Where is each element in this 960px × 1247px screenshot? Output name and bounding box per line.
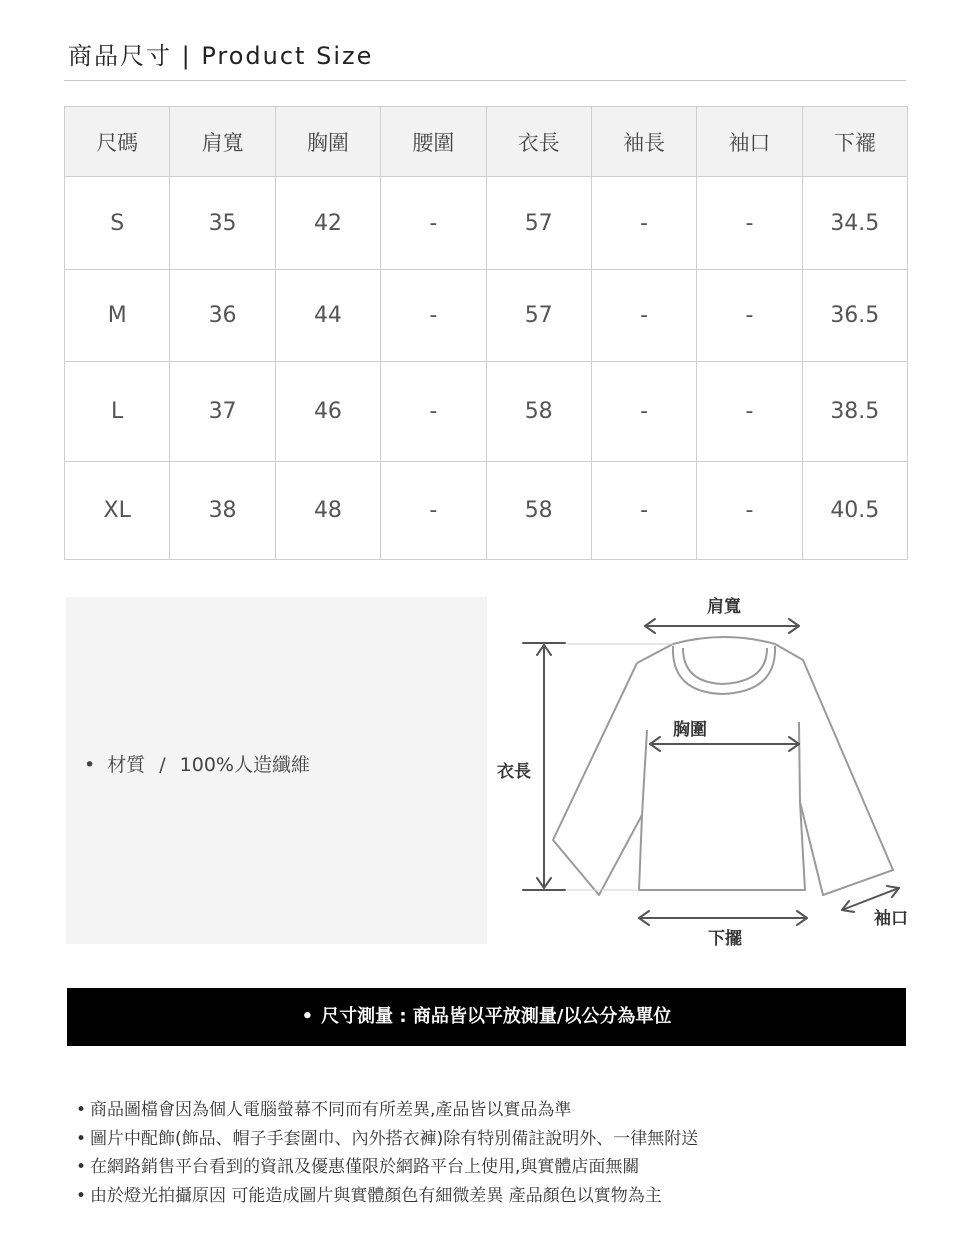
table-cell: 42 bbox=[275, 177, 380, 270]
note-bullet: • bbox=[76, 1100, 87, 1120]
table-cell: - bbox=[381, 177, 486, 270]
header-waist: 腰圍 bbox=[381, 107, 486, 177]
table-cell: 48 bbox=[275, 462, 380, 560]
measurement-banner bbox=[67, 988, 906, 1046]
collar-inner bbox=[683, 648, 767, 684]
table-cell: 35 bbox=[170, 177, 275, 270]
header-hem: 下襬 bbox=[802, 107, 907, 177]
garment-outline-right bbox=[553, 663, 805, 895]
garment-outline-left bbox=[637, 637, 893, 895]
material-label: 材質 bbox=[107, 754, 146, 776]
header-length: 衣長 bbox=[486, 107, 591, 177]
note-text: 由於燈光拍攝原因 可能造成圖片與實體顏色有細微差異 產品顏色以實物為主 bbox=[90, 1185, 662, 1206]
size-table-header-row bbox=[65, 107, 908, 177]
banner-text: 尺寸測量 : 商品皆以平放測量/以公分為單位 bbox=[321, 1006, 672, 1027]
material-value: 100%人造纖維 bbox=[179, 754, 310, 776]
note-bullet: • bbox=[76, 1128, 87, 1149]
table-cell: 38 bbox=[170, 462, 275, 560]
table-cell: XL bbox=[65, 462, 170, 560]
diagram-label-hem: 下擺 bbox=[708, 929, 742, 949]
hem-arrow bbox=[639, 911, 807, 925]
table-cell: - bbox=[697, 270, 802, 362]
header-chest: 胸圍 bbox=[275, 107, 380, 177]
table-cell: 57 bbox=[486, 270, 591, 362]
table-cell: 36.5 bbox=[802, 270, 907, 362]
table-row bbox=[65, 177, 908, 270]
material-bullet: • bbox=[84, 754, 96, 776]
shoulder-arrow bbox=[645, 619, 799, 633]
table-row bbox=[65, 362, 908, 462]
table-cell: - bbox=[381, 270, 486, 362]
material-line bbox=[84, 750, 310, 777]
table-cell: - bbox=[591, 362, 696, 462]
page-title: 商品尺寸 | Product Size bbox=[68, 42, 374, 70]
table-cell: - bbox=[697, 177, 802, 270]
header-sleeve-length: 袖長 bbox=[591, 107, 696, 177]
list-item bbox=[76, 1125, 698, 1154]
diagram-label-cuff: 袖口 bbox=[874, 909, 908, 929]
size-table bbox=[64, 106, 908, 560]
table-cell: - bbox=[381, 462, 486, 560]
table-cell: - bbox=[697, 462, 802, 560]
note-text: 商品圖檔會因為個人電腦螢幕不同而有所差異,產品皆以實品為準 bbox=[90, 1100, 572, 1120]
table-cell: 34.5 bbox=[802, 177, 907, 270]
table-cell: S bbox=[65, 177, 170, 270]
table-cell: L bbox=[65, 362, 170, 462]
header-size: 尺碼 bbox=[65, 107, 170, 177]
table-cell: 46 bbox=[275, 362, 380, 462]
list-item bbox=[76, 1182, 698, 1211]
table-cell: - bbox=[591, 462, 696, 560]
note-bullet: • bbox=[76, 1157, 87, 1177]
table-cell: 44 bbox=[275, 270, 380, 362]
table-cell: 36 bbox=[170, 270, 275, 362]
notes-list bbox=[76, 1096, 698, 1210]
diagram-label-chest: 胸圍 bbox=[673, 720, 707, 740]
table-cell: 37 bbox=[170, 362, 275, 462]
list-item bbox=[76, 1096, 698, 1125]
material-separator: / bbox=[159, 754, 166, 776]
note-text: 在網路銷售平台看到的資訊及優惠僅限於網路平台上使用,與實體店面無關 bbox=[90, 1157, 640, 1177]
table-cell: 58 bbox=[486, 462, 591, 560]
diagram-label-shoulder: 肩寬 bbox=[707, 597, 741, 617]
header-cuff: 袖口 bbox=[697, 107, 802, 177]
diagram-label-length: 衣長 bbox=[497, 762, 531, 782]
table-cell: - bbox=[591, 270, 696, 362]
title-divider bbox=[64, 80, 906, 81]
table-cell: 58 bbox=[486, 362, 591, 462]
table-cell: 57 bbox=[486, 177, 591, 270]
list-item bbox=[76, 1153, 698, 1182]
note-bullet: • bbox=[76, 1185, 87, 1206]
header-shoulder: 肩寬 bbox=[170, 107, 275, 177]
note-text: 圖片中配飾(飾品、帽子手套圍巾、內外搭衣褲)除有特別備註說明外、一律無附送 bbox=[90, 1128, 699, 1149]
table-cell: 38.5 bbox=[802, 362, 907, 462]
table-cell: 40.5 bbox=[802, 462, 907, 560]
table-row bbox=[65, 270, 908, 362]
banner-bullet: • bbox=[301, 1006, 314, 1027]
table-cell: - bbox=[697, 362, 802, 462]
table-cell: - bbox=[381, 362, 486, 462]
table-cell: - bbox=[591, 177, 696, 270]
garment-measurement-diagram bbox=[487, 590, 917, 960]
table-row bbox=[65, 462, 908, 560]
table-cell: M bbox=[65, 270, 170, 362]
